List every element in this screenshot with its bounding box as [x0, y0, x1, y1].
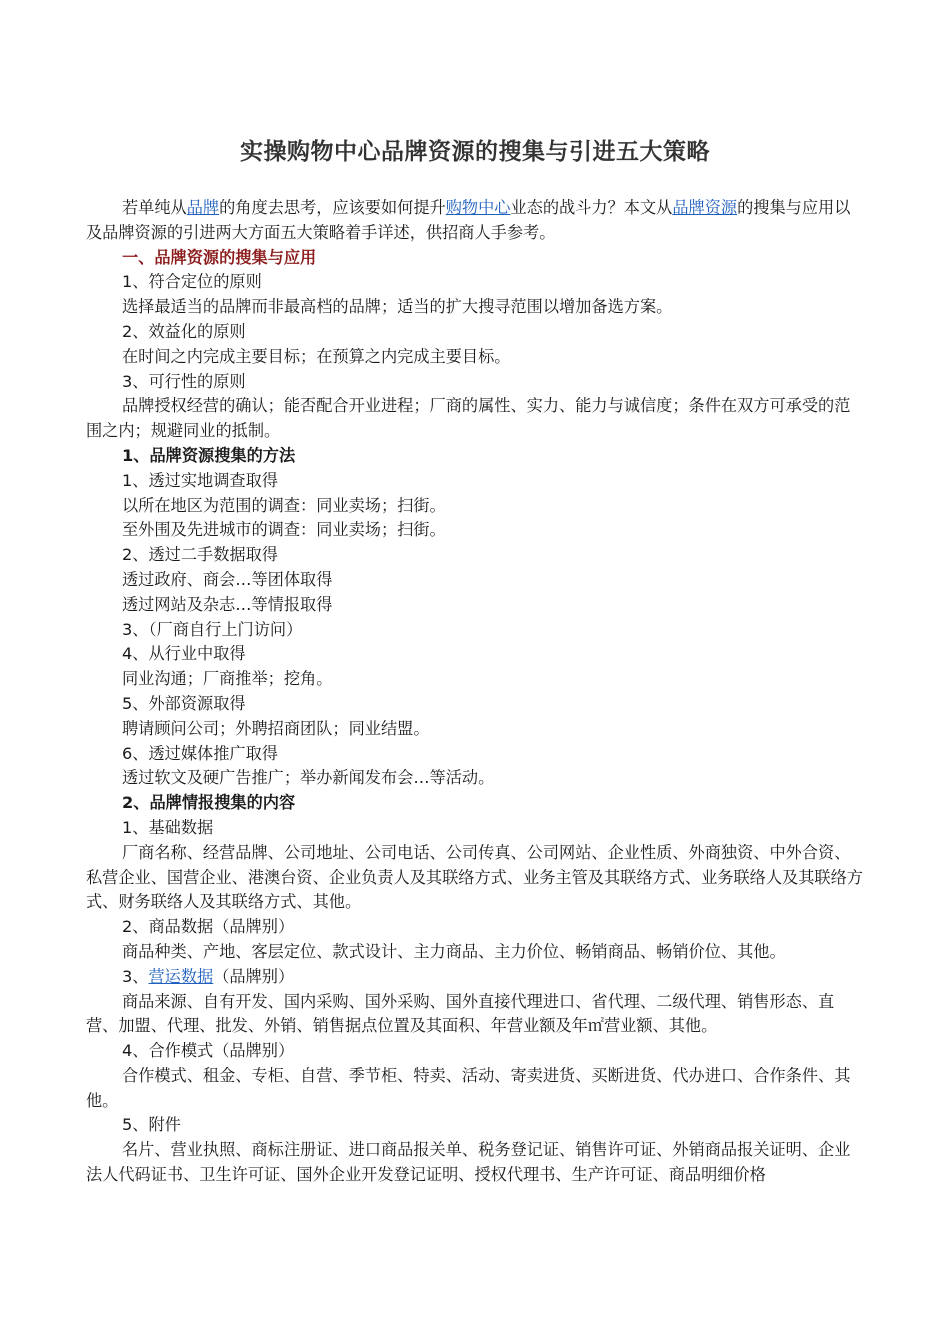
- paragraph: 厂商名称、经营品牌、公司地址、公司电话、公司传真、公司网站、企业性质、外商独资、中外合资、私营企业、国营企业、港澳台资、企业负责人及其联络方式、业务主管及其联络方式、业务联络人及其联络方式、财务联络人及其联络方式、其他。: [86, 842, 863, 912]
- link-operations-data[interactable]: 营运数据: [148, 966, 214, 986]
- list-item: [86, 965, 866, 990]
- paragraph: 合作模式、租金、专柜、自营、季节柜、特卖、活动、寄卖进货、买断进货、代办进口、合作条件、其他。: [86, 1065, 851, 1110]
- intro-text: 的搜集与应用以及品牌资源的引进两大方面五大策略着手详述，供招商人手参考。: [86, 198, 851, 242]
- list-item: 1、符合定位的原则: [122, 272, 262, 292]
- list-item: 4、合作模式（品牌别）: [122, 1041, 295, 1061]
- intro-text: 的角度去思考，应该要如何提升: [219, 198, 446, 217]
- list-item: 2、效益化的原则: [122, 321, 246, 341]
- intro-text: 若单纯从: [122, 198, 187, 217]
- list-item: 透过软文及硬广告推广；举办新闻发布会…等活动。: [122, 768, 495, 788]
- link-shopping-center[interactable]: 购物中心: [445, 198, 511, 217]
- paragraph: 品牌授权经营的确认；能否配合开业进程；厂商的属性、实力、能力与诚信度；条件在双方可承受的范围之内；规避同业的抵制。: [86, 396, 851, 441]
- list-item: 透过政府、商会…等团体取得: [122, 569, 333, 589]
- list-item: 3、可行性的原则: [122, 371, 246, 391]
- list-item: 1、透过实地调查取得: [122, 470, 278, 490]
- document-body: [86, 196, 866, 1188]
- list-item: 商品种类、产地、客层定位、款式设计、主力商品、主力价位、畅销商品、畅销价位、其他。: [122, 941, 786, 961]
- list-item: 聘请顾问公司；外聘招商团队；同业结盟。: [122, 718, 430, 738]
- list-item-text: 3、: [122, 966, 149, 986]
- list-item: 同业沟通；厂商推举；挖角。: [122, 669, 333, 689]
- list-item: 2、商品数据（品牌别）: [122, 917, 295, 937]
- section-heading-2: 1、品牌资源搜集的方法: [122, 445, 296, 465]
- list-item-text: （品牌别）: [213, 966, 295, 986]
- list-item: 5、附件: [122, 1115, 181, 1135]
- list-item: 在时间之内完成主要目标；在预算之内完成主要目标。: [122, 346, 511, 366]
- document-title: 实操购物中心品牌资源的搜集与引进五大策略: [240, 139, 710, 165]
- intro-text: 业态的战斗力？本文从: [510, 198, 673, 217]
- list-item: 6、透过媒体推广取得: [122, 743, 278, 763]
- list-item: 2、透过二手数据取得: [122, 545, 278, 565]
- link-brand[interactable]: 品牌: [186, 198, 220, 217]
- list-item: 1、基础数据: [122, 817, 214, 837]
- list-item: 以所在地区为范围的调查：同业卖场；扫街。: [122, 495, 446, 515]
- list-item: 透过网站及杂志…等情报取得: [122, 594, 333, 614]
- section-heading-1: 一、品牌资源的搜集与应用: [122, 247, 317, 267]
- list-item: 至外围及先进城市的调查：同业卖场；扫街。: [122, 520, 446, 540]
- link-brand-resources[interactable]: 品牌资源: [672, 198, 738, 217]
- section-heading-3: 2、品牌情报搜集的内容: [122, 793, 296, 813]
- list-item: 4、从行业中取得: [122, 644, 246, 664]
- intro-paragraph: [86, 196, 866, 246]
- list-item: 5、外部资源取得: [122, 693, 246, 713]
- paragraph: 名片、营业执照、商标注册证、进口商品报关单、税务登记证、销售许可证、外销商品报关证明、企业法人代码证书、卫生许可证、国外企业开发登记证明、授权代理书、生产许可证、商品明细价格: [86, 1140, 851, 1185]
- paragraph: 商品来源、自有开发、国内采购、国外采购、国外直接代理进口、省代理、二级代理、销售形态、直营、加盟、代理、批发、外销、销售据点位置及其面积、年营业额及年㎡营业额、其他。: [86, 991, 835, 1036]
- list-item: 选择最适当的品牌而非最高档的品牌；适当的扩大搜寻范围以增加备选方案。: [122, 297, 673, 317]
- list-item: 3、（厂商自行上门访问）: [122, 619, 303, 639]
